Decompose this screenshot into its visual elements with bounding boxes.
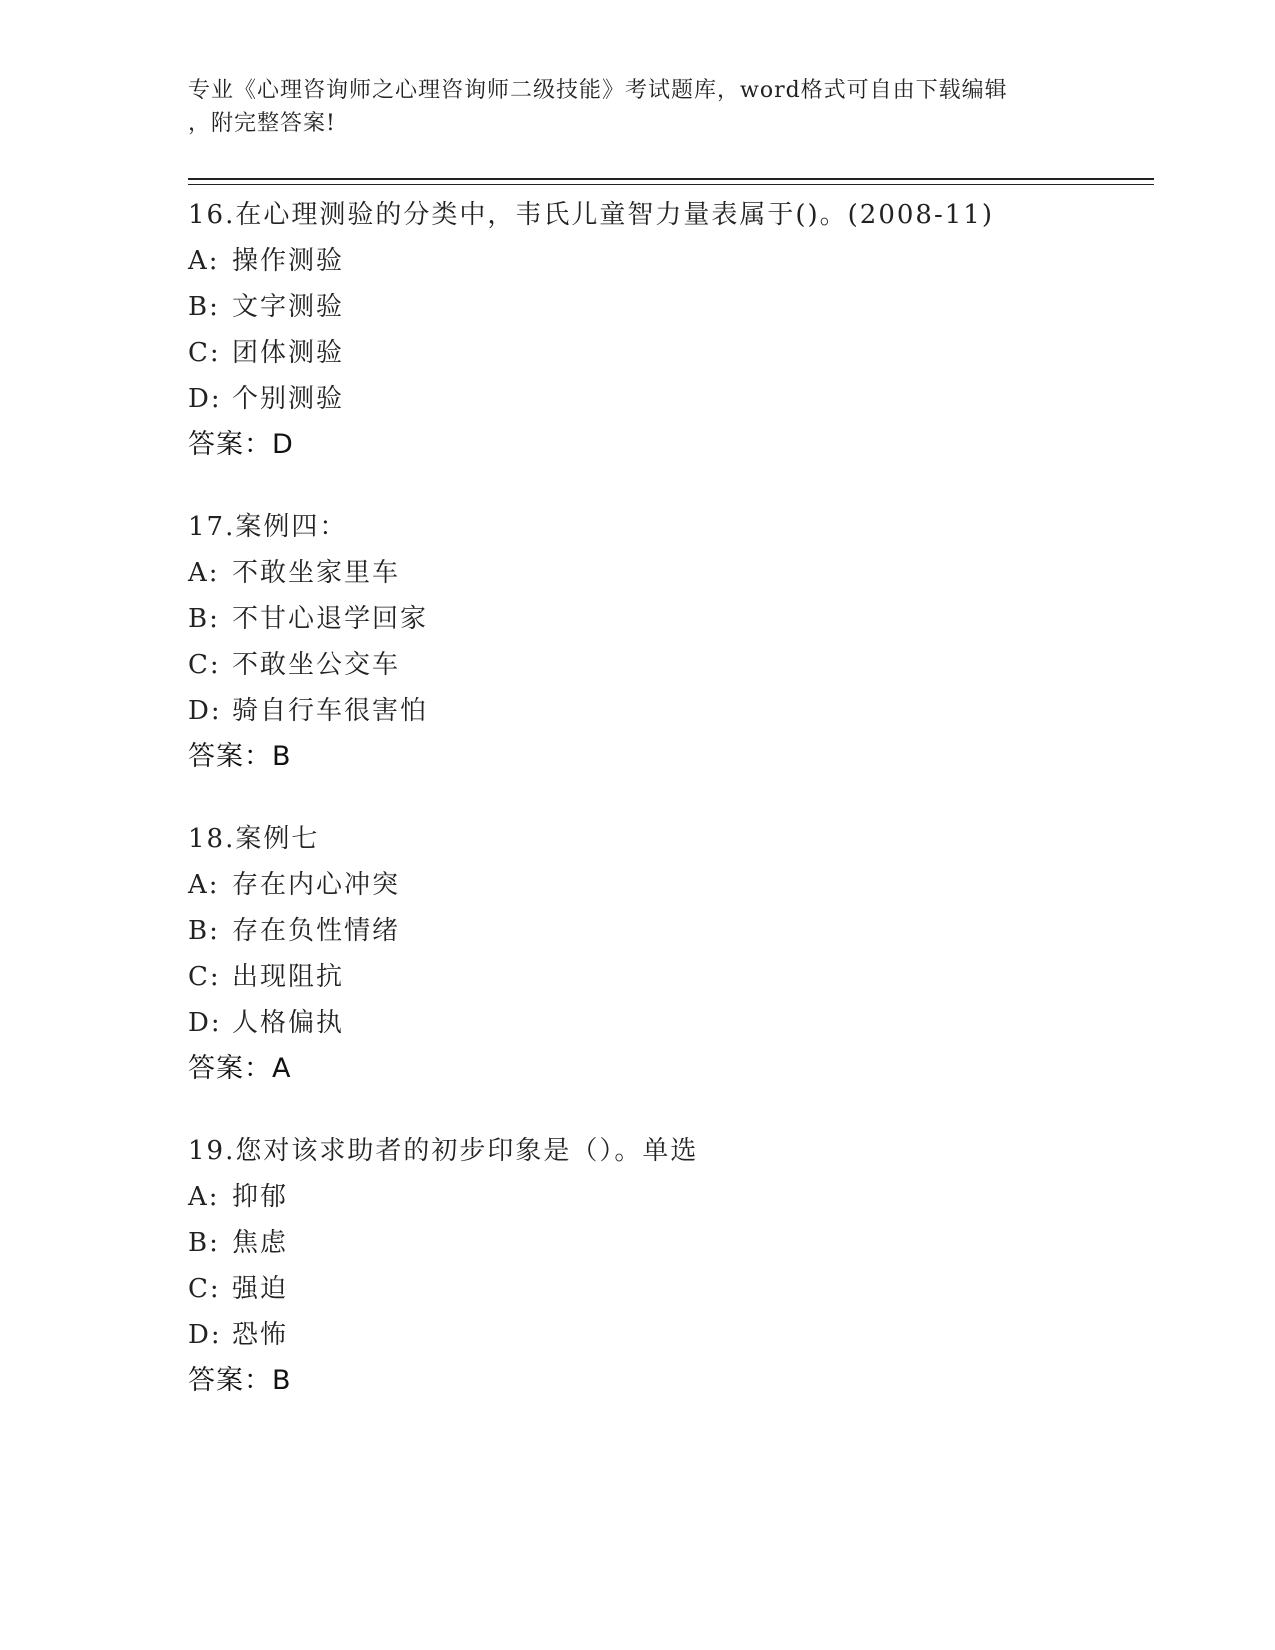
question-title: 18.案例七 <box>188 824 320 854</box>
question-17 <box>188 504 1148 780</box>
option-a <box>188 550 1148 596</box>
option-b <box>188 1220 1148 1266</box>
option-c <box>188 330 1148 376</box>
option-c <box>188 954 1148 1000</box>
question-16 <box>188 192 1148 468</box>
document-header <box>188 74 1068 140</box>
option-letter: C: <box>188 962 221 992</box>
option-letter: D: <box>188 1320 222 1350</box>
answer-line: 答案：B <box>188 741 292 772</box>
option-c <box>188 1266 1148 1312</box>
option-a <box>188 862 1148 908</box>
option-text: 恐怖 <box>232 1320 289 1350</box>
option-text: 骑自行车很害怕 <box>232 696 429 726</box>
option-d <box>188 1000 1148 1046</box>
option-text: 操作测验 <box>232 246 345 276</box>
question-title: 19.您对该求助者的初步印象是（）。单选 <box>188 1136 699 1166</box>
option-a <box>188 1174 1148 1220</box>
answer-line: 答案：B <box>188 1365 292 1396</box>
option-letter: A: <box>188 558 220 588</box>
option-text: 出现阻抗 <box>232 962 345 992</box>
option-letter: D: <box>188 384 222 414</box>
option-letter: C: <box>188 1274 221 1304</box>
option-text: 不敢坐家里车 <box>232 558 401 588</box>
header-line-1: 专业《心理咨询师之心理咨询师二级技能》考试题库，word格式可自由下载编辑 <box>188 78 1008 103</box>
option-b <box>188 908 1148 954</box>
answer-line: 答案：D <box>188 429 294 460</box>
option-letter: A: <box>188 246 220 276</box>
option-text: 存在负性情绪 <box>232 916 401 946</box>
option-d <box>188 1312 1148 1358</box>
option-letter: B: <box>188 604 220 634</box>
option-letter: C: <box>188 650 221 680</box>
option-text: 团体测验 <box>232 338 345 368</box>
option-text: 焦虑 <box>232 1228 289 1258</box>
option-a <box>188 238 1148 284</box>
option-d <box>188 376 1148 422</box>
header-divider-thick <box>188 178 1154 180</box>
option-text: 不敢坐公交车 <box>232 650 401 680</box>
question-title: 17.案例四： <box>188 512 348 542</box>
header-line-2: ，附完整答案! <box>188 111 336 136</box>
option-text: 文字测验 <box>232 292 345 322</box>
option-text: 人格偏执 <box>232 1008 345 1038</box>
option-text: 强迫 <box>232 1274 289 1304</box>
question-19 <box>188 1128 1148 1404</box>
option-b <box>188 596 1148 642</box>
option-text: 抑郁 <box>232 1182 289 1212</box>
question-18 <box>188 816 1148 1092</box>
option-text: 存在内心冲突 <box>232 870 401 900</box>
option-letter: B: <box>188 916 220 946</box>
option-letter: B: <box>188 292 220 322</box>
question-list <box>188 192 1148 1440</box>
option-letter: C: <box>188 338 221 368</box>
option-letter: D: <box>188 1008 222 1038</box>
option-text: 不甘心退学回家 <box>232 604 429 634</box>
option-letter: D: <box>188 696 222 726</box>
answer-line: 答案：A <box>188 1053 292 1084</box>
option-letter: B: <box>188 1228 220 1258</box>
option-d <box>188 688 1148 734</box>
option-letter: A: <box>188 870 220 900</box>
question-title: 16.在心理测验的分类中，韦氏儿童智力量表属于()。(2008-11) <box>188 200 994 230</box>
option-text: 个别测验 <box>232 384 345 414</box>
option-b <box>188 284 1148 330</box>
option-c <box>188 642 1148 688</box>
option-letter: A: <box>188 1182 220 1212</box>
header-divider-thin <box>188 184 1154 185</box>
